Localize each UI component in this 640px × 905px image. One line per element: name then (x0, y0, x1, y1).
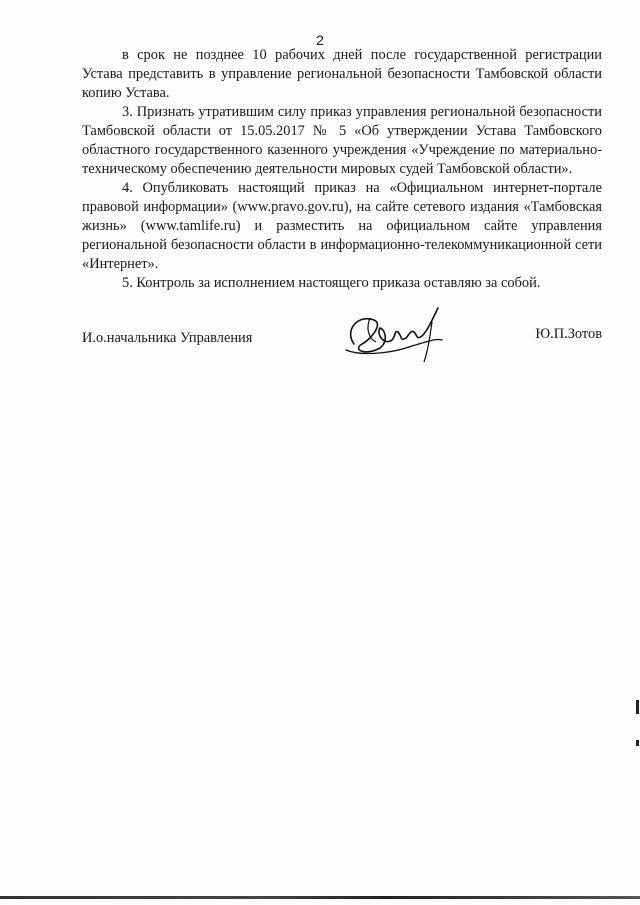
scan-artifact (636, 740, 639, 746)
paragraph-continuation: в срок не позднее 10 рабочих дней после государственной регистрации Устава представить в управление региональной безопасности Тамбовской области копию Устава. (82, 47, 602, 101)
signatory-title: И.о.начальника Управления (82, 330, 253, 346)
paragraph-item-5: 5. Контроль за исполнением настоящего приказа оставляю за собой. (122, 275, 541, 291)
signatory-name: Ю.П.Зотов (535, 326, 602, 342)
scan-edge-line (0, 896, 640, 899)
paragraph-item-3: 3. Признать утратившим силу приказ управления региональной безопасности Тамбовской области от 15.05.2017 № 5 «Об утверждении Устава Тамбовского областного государственного казенного учреждения «Учреждение по материально-техническому обеспечению деятельности мировых судей Тамбовской области». (82, 104, 602, 177)
signature-block (82, 326, 602, 366)
paragraph-item-4: 4. Опубликовать настоящий приказ на «Официальном интернет-портале правовой информации» (www.pravo.gov.ru), на сайте сетевого издания «Тамбовская жизнь» (www.tamlife.ru) и разместить на официальном сайте управления региональной безопасности области в информационно-телекоммуникационной сети «Интернет». (82, 180, 602, 272)
handwritten-signature (340, 300, 450, 368)
page-number: 2 (316, 32, 324, 48)
document-body (82, 46, 602, 293)
scan-artifact (636, 700, 639, 714)
